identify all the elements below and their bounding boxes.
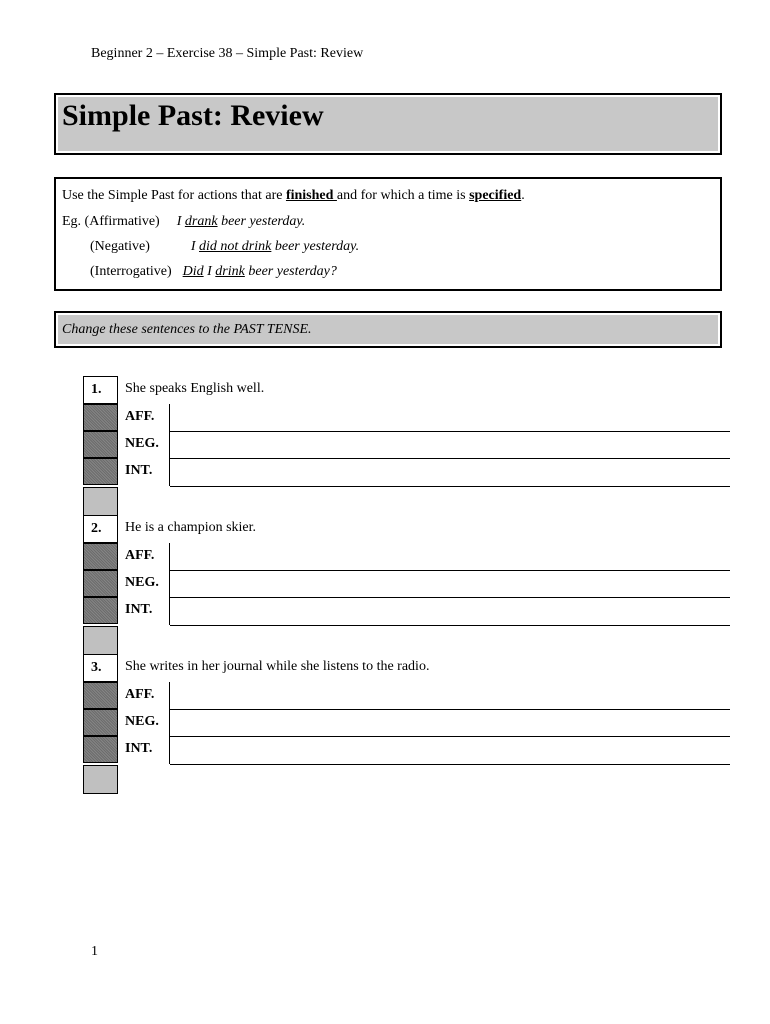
spacer-cell (83, 626, 118, 655)
aff-label: AFF. (119, 404, 170, 432)
int-answer-line[interactable] (170, 625, 730, 626)
instruction-text: Change these sentences to the PAST TENSE. (62, 322, 312, 337)
aff-answer-line[interactable] (170, 431, 730, 432)
aff-answer-line[interactable] (170, 570, 730, 571)
spacer-cell (83, 765, 118, 794)
side-shade (83, 597, 118, 624)
exercise-number: 1. (83, 376, 118, 404)
example-verb: drink (215, 264, 245, 279)
example-subject: I (176, 214, 185, 229)
neg-label: NEG. (119, 709, 170, 737)
int-label: INT. (119, 458, 170, 486)
page-number: 1 (91, 944, 98, 959)
rule-intro-end: . (521, 188, 525, 203)
title-box (54, 93, 722, 155)
neg-answer-line[interactable] (170, 597, 730, 598)
rule-intro-text: Use the Simple Past for actions that are (62, 188, 286, 203)
int-answer-line[interactable] (170, 486, 730, 487)
side-shade (83, 431, 118, 458)
int-label: INT. (119, 736, 170, 764)
example-rest: beer yesterday. (271, 239, 360, 254)
instruction-box (54, 311, 722, 348)
neg-answer-line[interactable] (170, 736, 730, 737)
example-interrogative (90, 264, 337, 280)
side-shade (83, 570, 118, 597)
example-label: Eg. (Affirmative) (62, 214, 160, 229)
keyword-finished: finished (285, 188, 337, 203)
aff-answer-line[interactable] (170, 709, 730, 710)
exercise-number: 3. (83, 654, 118, 682)
int-answer-line[interactable] (170, 764, 730, 765)
side-shade (83, 543, 118, 570)
neg-answer-line[interactable] (170, 458, 730, 459)
page-title: Simple Past: Review (62, 99, 324, 132)
exercise-number: 2. (83, 515, 118, 543)
example-label: (Negative) (90, 239, 150, 254)
example-verb: drank (184, 214, 218, 229)
side-shade (83, 736, 118, 763)
example-aux: Did (182, 264, 204, 279)
example-affirmative (62, 214, 305, 230)
exercise-sentence: She writes in her journal while she listens to the radio. (125, 659, 430, 674)
example-subject: I (190, 239, 200, 254)
neg-label: NEG. (119, 431, 170, 459)
side-shade (83, 682, 118, 709)
running-header: Beginner 2 – Exercise 38 – Simple Past: Review (91, 46, 364, 61)
side-shade (83, 404, 118, 431)
rule-box (54, 177, 722, 291)
spacer-cell (83, 487, 118, 516)
exercise-sentence: He is a champion skier. (125, 520, 257, 535)
example-rest: beer yesterday. (217, 214, 306, 229)
example-negative (90, 239, 359, 255)
aff-label: AFF. (119, 682, 170, 710)
aff-label: AFF. (119, 543, 170, 571)
side-shade (83, 709, 118, 736)
example-subject: I (203, 264, 216, 279)
example-label: (Interrogative) (90, 264, 172, 279)
neg-label: NEG. (119, 570, 170, 598)
example-verb: did not drink (199, 239, 272, 254)
rule-intro-mid: and for which a time is (336, 188, 470, 203)
int-label: INT. (119, 597, 170, 625)
exercise-sentence: She speaks English well. (125, 381, 265, 396)
example-rest: beer yesterday? (244, 264, 337, 279)
side-shade (83, 458, 118, 485)
rule-intro (62, 188, 525, 204)
keyword-specified: specified (469, 188, 522, 203)
